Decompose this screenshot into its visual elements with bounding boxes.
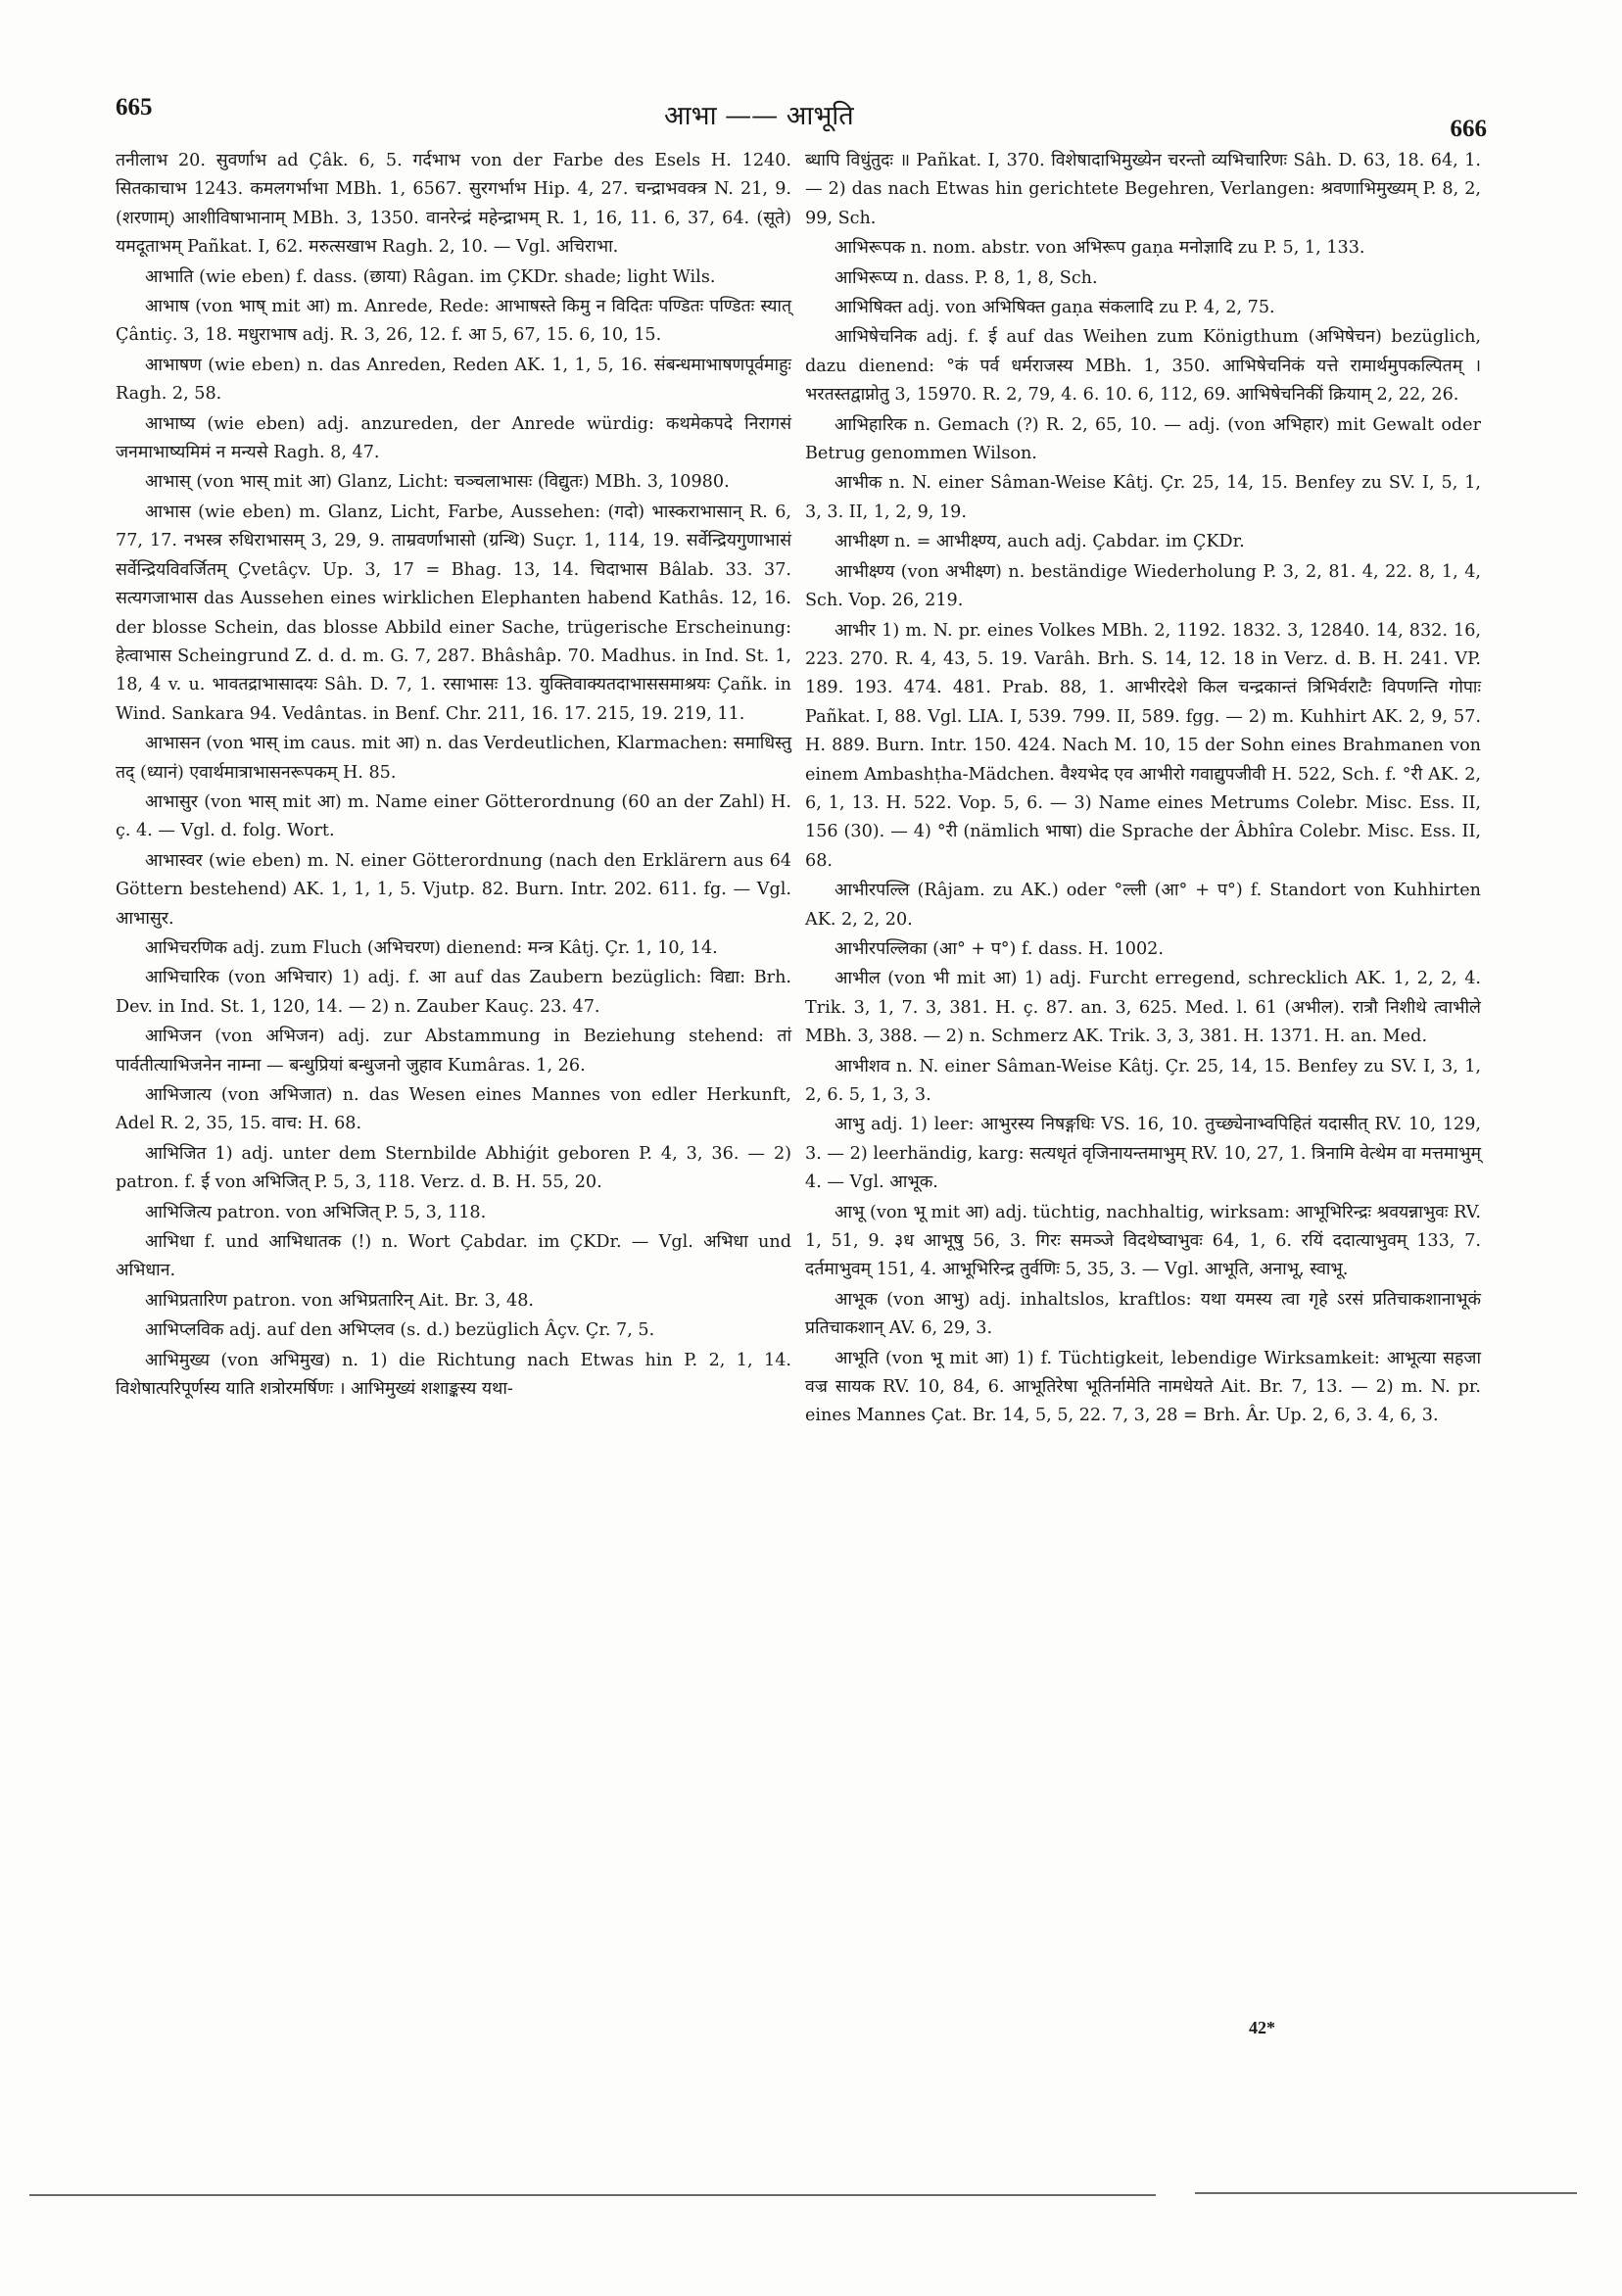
entry: आभीरपल्लिका (आ° + प°) f. dass. H. 1002. — [835, 938, 1164, 959]
entry: आभिरूपक n. nom. abstr. von अभिरूप gaṇa मनोज्ञादि zu P. 5, 1, 133. — [835, 238, 1365, 259]
entry: आभिजन (von अभिजन) adj. zur Abstammung in Beziehung stehend: तां पार्वतीत्याभिजनेन नाम्ना — बन्धुप्रियां बन्धुजनो जुहाव Kumâras. 1, 26. — [116, 1027, 791, 1076]
entry: आभिचारिक (von अभिचार) 1) adj. f. आ auf das Zaubern bezüglich: विद्या: Brh. Dev. in Ind. St. 1, 120, 14. — 2) n. Zauber Kauç. 23. 47. — [116, 968, 791, 1017]
entry: आभिप्लविक adj. auf den अभिप्लव (s. d.) bezüglich Âçv. Çr. 7, 5. — [145, 1320, 655, 1341]
page-header — [116, 86, 1487, 145]
entry: आभाति (wie eben) f. dass. (छाया) Râgan. im ÇKDr. shade; light Wils. — [145, 266, 716, 287]
entry: आभिचरणिक adj. zum Fluch (अभिचरण) dienend: मन्त्र Kâtj. Çr. 1, 10, 14. — [145, 937, 718, 958]
entry: आभीक n. N. einer Sâman-Weise Kâtj. Çr. 25, 14, 15. Benfey zu SV. I, 5, 1, 3, 3. II, 1, 2, 9, 19. — [805, 473, 1481, 522]
signature-mark: 42* — [1249, 2018, 1275, 2037]
entry: आभाष (von भाष् mit आ) m. Anrede, Rede: आभाषस्ते किमु न विदितः पण्डितः पण्डितः स्यात् Çântiç. 3, 18. मधुराभाष adj. R. 3, 26, 12. f. आ 5, 67, 15. 6, 10, 15. — [116, 297, 791, 346]
entry: आभास् (von भास् mit आ) Glanz, Licht: चञ्चलाभासः (विद्युतः) MBh. 3, 10980. — [145, 472, 730, 493]
entry: आभिजित्य patron. von अभिजित् P. 5, 3, 118. — [145, 1202, 487, 1222]
entry: आभूति (von भू mit आ) 1) f. Tüchtigkeit, lebendige Wirksamkeit: आभूत्या सहजा वज्र सायक RV. 10, 84, 6. आभूतिरेषा भूतिर्नामेति नामधेयते Ait. Br. 7, 13. — 2) m. N. pr. eines Mannes Çat. Br. 14, 5, 5, 22. 7, 3, 28 = Brh. Âr. Up. 2, 6, 3. 4, 6, 3. — [805, 1348, 1481, 1426]
entry: आभीशव n. N. einer Sâman-Weise Kâtj. Çr. 25, 14, 15. Benfey zu SV. I, 3, 1, 2, 6. 5, 1, 3, 3. — [805, 1056, 1481, 1105]
entry: आभीक्ष्ण n. = आभीक्ष्ण्य, auch adj. Çabdar. im ÇKDr. — [835, 532, 1245, 552]
entry: आभिषेचनिक adj. f. ई auf das Weihen zum Königthum (अभिषेचन) bezüglich, dazu dienend: °कं पर्व धर्मराजस्य MBh. 1, 350. आभिषेचनिकं यत्ते रामार्थमुपकल्पितम् । भरतस्तद्वाप्नोतु 3, 15970. R. 2, 79, 4. 6. 10. 6, 112, 69. आभिषेचनिकीं क्रियाम् 2, 22, 26. — [805, 327, 1481, 406]
entry: आभास्वर (wie eben) m. N. einer Götterordnung (nach den Erklärern aus 64 Göttern bestehend) AK. 1, 1, 1, 5. Vjutp. 82. Burn. Intr. 202. 611. fg. — Vgl. आभासुर. — [116, 850, 791, 929]
entry: तनीलाभ 20. सुवर्णाभ ad Çâk. 6, 5. गर्दभाभ von der Farbe des Esels H. 1240. सितकाचाभ 1243. कमलगर्भाभा MBh. 1, 6567. सुरगर्भाभ Hip. 4, 27. चन्द्राभवक्त्र N. 21, 9. (शरणाम्) आशीविषाभानाम् MBh. 3, 1350. वानरेन्द्रं महेन्द्राभम् R. 1, 16, 11. 6, 37, 64. (सूते) यमदूताभम् Pañkat. I, 62. मरुत्सखाभ Ragh. 2, 10. — Vgl. अचिराभा. — [116, 151, 791, 258]
page-number-left: 665 — [116, 94, 153, 120]
entry: आभीक्ष्ण्य (von अभीक्ष्ण) n. beständige Wiederholung P. 3, 2, 81. 4, 22. 8, 1, 4, Sch. Vop. 26, 219. — [805, 561, 1481, 611]
page-number-right: 666 — [1450, 116, 1487, 142]
running-title: आभा —— आभूति — [664, 101, 854, 131]
entry: आभिजात्य (von अभिजात) n. das Wesen eines Mannes von edler Herkunft, Adel R. 2, 35, 15. वाच: H. 68. — [116, 1085, 791, 1134]
entry: आभु adj. 1) leer: आभुरस्य निषङ्गधिः VS. 16, 10. तुच्छ्येनाभ्वपिहितं यदासीत् RV. 10, 129, 3. — 2) leerhändig, karg: सत्यधृतं वृजिनायन्तमाभुम् RV. 10, 27, 1. त्रिनामि वेत्थेम वा मत्तमाभुम् 4. — Vgl. आभूक. — [805, 1115, 1481, 1193]
left-column — [116, 147, 791, 1405]
entry: आभिरूप्य n. dass. P. 8, 1, 8, Sch. — [835, 267, 1098, 288]
right-column — [805, 147, 1481, 1432]
entry: आभास (wie eben) m. Glanz, Licht, Farbe, Aussehen: (गदो) भास्कराभासान् R. 6, 77, 17. नभस्त्र रुधिराभासम् 3, 29, 9. ताम्रवर्णाभासो (ग्रन्थि) Suçr. 1, 114, 19. सर्वेन्द्रियगुणाभासं सर्वेन्द्रियविवर्जितम् Çvetâçv. Up. 3, 17 = Bhag. 13, 14. चिदाभास Bâlab. 33. 37. सत्यगजाभास das Aussehen eines wirklichen Elephanten habend Kathâs. 12, 16. der blosse Schein, das blosse Abbild einer Sache, trügerische Erscheinung: हेत्वाभास Scheingrund Z. d. d. m. G. 7, 287. Bhâshâp. 70. Madhus. in Ind. St. 1, 18, 4 v. u. भावतद्राभासादयः Sâh. D. 7, 1. रसाभासः 13. युक्तिवाक्यतदाभाससमाश्रयः Çañk. in Wind. Sankara 94. Vedântas. in Benf. Chr. 211, 16. 17. 215, 19. 219, 11. — [116, 502, 791, 724]
entry: आभिषिक्त adj. von अभिषिक्त gaṇa संकलादि zu P. 4, 2, 75. — [835, 298, 1275, 318]
entry: आभिजित 1) adj. unter dem Sternbilde Abhiǵit geboren P. 4, 3, 36. — 2) patron. f. ई von अभिजित् P. 5, 3, 118. Verz. d. B. H. 55, 20. — [116, 1143, 791, 1193]
entry: आभिहारिक n. Gemach (?) R. 2, 65, 10. — adj. (von अभिहार) mit Gewalt oder Betrug genommen Wilson. — [805, 414, 1481, 464]
entry: आभील (von भी mit आ) 1) adj. Furcht erregend, schrecklich AK. 1, 2, 2, 4. Trik. 3, 1, 7. 3, 381. H. ç. 87. an. 3, 625. Med. l. 61 (अभील). रात्रौ निशीथे त्वाभीले MBh. 3, 388. — 2) n. Schmerz AK. Trik. 3, 3, 381. H. 1371. H. an. Med. — [805, 969, 1481, 1047]
entry: आभूक (von आभु) adj. inhaltslos, kraftlos: यथा यमस्य त्वा गृहे ऽरसं प्रतिचाकशानाभूकं प्रतिचाकशान् AV. 6, 29, 3. — [805, 1289, 1481, 1339]
entry: आभासुर (von भास् mit आ) m. Name einer Götterordnung (60 an der Zahl) H. ç. 4. — Vgl. d. folg. Wort. — [116, 791, 791, 841]
entry: आभाष्य (wie eben) adj. anzureden, der Anrede würdig: कथमेकपदे निरागसं जनमाभाष्यमिमं न मन्यसे Ragh. 8, 47. — [116, 413, 791, 463]
entry: आभीरपल्लि (Râjam. zu AK.) oder °ल्ली (आ° + प°) f. Standort von Kuhhirten AK. 2, 2, 20. — [805, 881, 1481, 930]
bottom-rule-right — [1195, 2192, 1577, 2194]
entry: आभू (von भू mit आ) adj. tüchtig, nachhaltig, wirksam: आभूभिरिन्द्रः श्रवयन्नाभुवः RV. 1, 51, 9. ३ध आभूषु 56, 3. गिरः समञ्जे विदथेष्वाभुवः 64, 1, 6. रयिं ददात्याभुवम् 133, 7. दर्तमाभुवम् 151, 4. आभूभिरिन्द्र तुर्वणिः 5, 35, 3. — Vgl. आभूति, अनाभू, स्वाभू. — [805, 1202, 1481, 1280]
bottom-rule — [29, 2194, 1156, 2196]
entry: आभासन (von भास् im caus. mit आ) n. das Verdeutlichen, Klarmachen: समाधिस्तु तद् (ध्यानं) एवार्थमात्राभासनरूपकम् H. 85. — [116, 734, 791, 783]
entry: आभिमुख्य (von अभिमुख) n. 1) die Richtung nach Etwas hin P. 2, 1, 14. विशेषात्परिपूर्णस्य याति शत्रोरमर्षिणः । आभिमुख्यं शशाङ्कस्य यथा- — [116, 1350, 791, 1400]
entry: आभिधा f. und आभिधातक (!) n. Wort Çabdar. im ÇKDr. — Vgl. अभिधा und अभिधान. — [116, 1232, 791, 1281]
entry: आभीर 1) m. N. pr. eines Volkes MBh. 2, 1192. 1832. 3, 12840. 14, 832. 16, 223. 270. R. 4, 43, 5. 19. Varâh. Brh. S. 14, 12. 18 in Verz. d. B. H. 241. VP. 189. 193. 474. 481. Prab. 88, 1. आभीरदेशे किल चन्द्रकान्तं त्रिभिर्वराटैः विपणन्ति गोपाः Pañkat. I, 88. Vgl. LIA. I, 539. 799. II, 589. fgg. — 2) m. Kuhhirt AK. 2, 9, 57. H. 889. Burn. Intr. 150. 424. Nach M. 10, 15 der Sohn eines Brahmanen von einem Ambashṭha-Mädchen. वैश्यभेद एव आभीरो गवाद्युपजीवी H. 522, Sch. f. °री AK. 2, 6, 1, 13. H. 522. Vop. 5, 6. — 3) Name eines Metrums Colebr. Misc. Ess. II, 156 (30). — 4) °री (nämlich भाषा) die Sprache der Âbhîra Colebr. Misc. Ess. II, 68. — [805, 620, 1481, 871]
entry: आभिप्रतारिण patron. von अभिप्रतारिन् Ait. Br. 3, 48. — [145, 1290, 534, 1311]
entry: आभाषण (wie eben) n. das Anreden, Reden AK. 1, 1, 5, 16. संबन्धमाभाषणपूर्वमाहुः Ragh. 2, 58. — [116, 355, 791, 405]
entry: ब्धापि विधुंतुदः ॥ Pañkat. I, 370. विशेषादाभिमुख्येन चरन्तो व्यभिचारिणः Sâh. D. 63, 18. 64, 1. — 2) das nach Etwas hin gerichtete Begehren, Verlangen: श्रवणाभिमुख्यम् P. 8, 2, 99, Sch. — [805, 151, 1481, 228]
